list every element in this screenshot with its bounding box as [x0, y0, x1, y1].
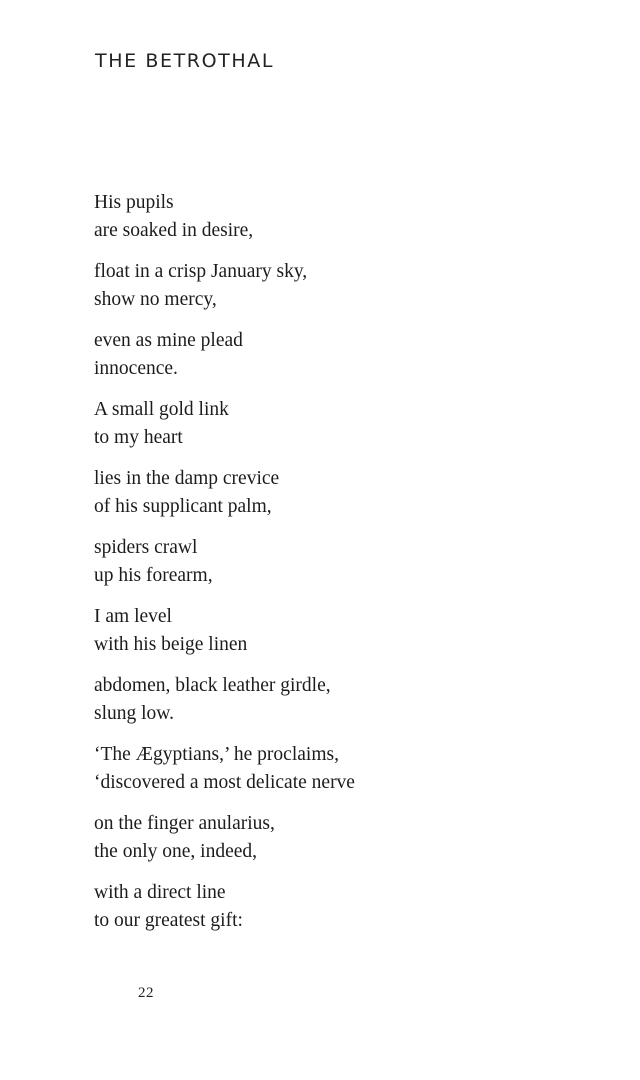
poem-line: abdomen, black leather girdle, [94, 675, 331, 696]
poem-title: THE BETROTHAL [95, 50, 275, 72]
poem-line: A small gold link [94, 399, 229, 420]
poem-line: to my heart [94, 427, 183, 448]
stanza [94, 396, 554, 452]
stanza [94, 465, 554, 521]
stanza [94, 327, 554, 383]
page-number: 22 [138, 985, 154, 1001]
poem-line: His pupils [94, 192, 174, 213]
poem-line: with a direct line [94, 882, 226, 903]
poem-line: the only one, indeed, [94, 841, 257, 862]
poem-line: show no mercy, [94, 289, 217, 310]
poem-body [94, 189, 554, 948]
stanza [94, 741, 554, 797]
poem-line: are soaked in desire, [94, 220, 254, 241]
stanza [94, 603, 554, 659]
stanza [94, 258, 554, 314]
poem-line: of his supplicant palm, [94, 496, 272, 517]
stanza [94, 879, 554, 935]
poem-line: even as mine plead [94, 330, 243, 351]
stanza [94, 534, 554, 590]
poem-line: up his forearm, [94, 565, 213, 586]
poem-line: ‘discovered a most delicate nerve [94, 772, 355, 793]
poem-line: to our greatest gift: [94, 910, 243, 931]
poem-line: I am level [94, 606, 172, 627]
poem-line: with his beige linen [94, 634, 248, 655]
poem-line: innocence. [94, 358, 178, 379]
poem-line: float in a crisp January sky, [94, 261, 308, 282]
stanza [94, 189, 554, 245]
poem-line: ‘The Ægyptians,’ he proclaims, [94, 744, 339, 765]
stanza [94, 810, 554, 866]
poem-line: on the finger anularius, [94, 813, 275, 834]
poem-line: lies in the damp crevice [94, 468, 280, 489]
stanza [94, 672, 554, 728]
poem-line: spiders crawl [94, 537, 198, 558]
poem-line: slung low. [94, 703, 174, 724]
